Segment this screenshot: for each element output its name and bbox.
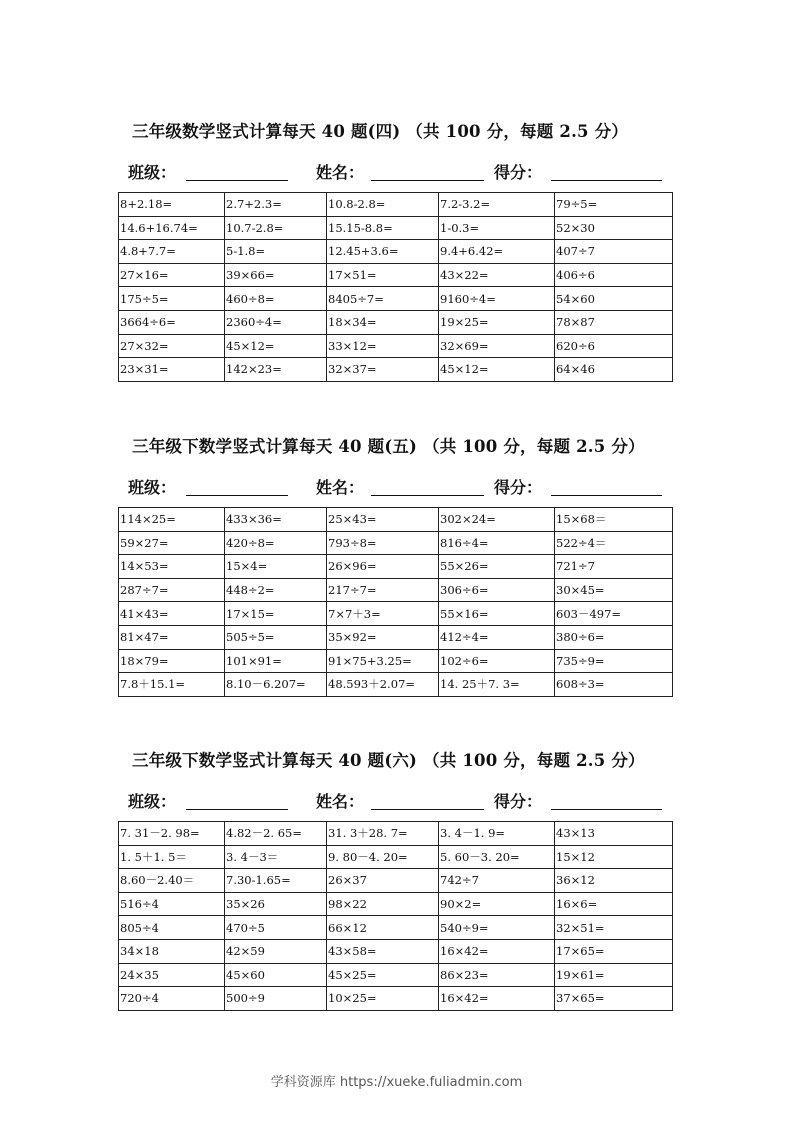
problem-cell: 608÷3= [555, 673, 673, 697]
problem-cell: 18×79= [119, 649, 225, 673]
problem-cell: 522÷4＝ [555, 531, 673, 555]
problem-cell: 90×2= [439, 892, 555, 916]
problem-cell: 48.593＋2.07= [327, 673, 439, 697]
table-row [119, 602, 673, 626]
problem-cell: 5-1.8= [225, 240, 327, 264]
problem-cell: 793÷8= [327, 531, 439, 555]
problem-cell: 86×23= [439, 963, 555, 987]
problem-cell: 32×37= [327, 358, 439, 382]
problem-cell: 101×91= [225, 649, 327, 673]
problem-cell: 39×66= [225, 263, 327, 287]
problem-cell: 32×69= [439, 334, 555, 358]
problem-cell: 306÷6= [439, 578, 555, 602]
table-row [119, 987, 673, 1011]
problem-cell: 43×22= [439, 263, 555, 287]
table-row [119, 673, 673, 697]
problem-cell: 9. 80－4. 20= [327, 845, 439, 869]
problem-cell: 43×58= [327, 939, 439, 963]
problem-cell: 380÷6= [555, 625, 673, 649]
problem-cell: 32×51= [555, 916, 673, 940]
problem-cell: 34×18 [119, 939, 225, 963]
problem-cell: 175÷5= [119, 287, 225, 311]
class-blank-line[interactable] [186, 495, 288, 496]
problem-table [118, 821, 673, 1011]
problem-cell: 7.8＋15.1= [119, 673, 225, 697]
problem-cell: 45×60 [225, 963, 327, 987]
problem-table [118, 507, 673, 697]
problem-cell: 31. 3＋28. 7= [327, 822, 439, 846]
problem-cell: 23×31= [119, 358, 225, 382]
problem-cell: 14. 25＋7. 3= [439, 673, 555, 697]
problem-cell: 24×35 [119, 963, 225, 987]
problem-cell: 9160÷4= [439, 287, 555, 311]
class-label: 班级： [128, 163, 177, 182]
score-blank-line[interactable] [551, 495, 662, 496]
problem-cell: 217÷7= [327, 578, 439, 602]
problem-cell: 8.60－2.40＝ [119, 869, 225, 893]
problem-cell: 81×47= [119, 625, 225, 649]
problem-cell: 16×6= [555, 892, 673, 916]
table-row [119, 892, 673, 916]
class-blank-line[interactable] [186, 180, 288, 181]
problem-cell: 620÷6 [555, 334, 673, 358]
name-label: 姓名： [316, 792, 365, 811]
score-blank-line[interactable] [551, 809, 662, 810]
problem-cell: 17×15= [225, 602, 327, 626]
problem-cell: 4.8+7.7= [119, 240, 225, 264]
problem-cell: 19×25= [439, 310, 555, 334]
problem-table [118, 192, 673, 382]
section-title: 三年级数学竖式计算每天 40 题(四) （共 100 分，每题 2.5 分） [132, 122, 629, 141]
table-row [119, 916, 673, 940]
name-label: 姓名： [316, 478, 365, 497]
problem-cell: 98×22 [327, 892, 439, 916]
problem-cell: 45×12= [439, 358, 555, 382]
problem-cell: 7. 31－2. 98= [119, 822, 225, 846]
problem-cell: 33×12= [327, 334, 439, 358]
problem-cell: 114×25= [119, 508, 225, 532]
problem-cell: 59×27= [119, 531, 225, 555]
problem-cell: 64×46 [555, 358, 673, 382]
problem-cell: 505÷5= [225, 625, 327, 649]
problem-cell: 35×92= [327, 625, 439, 649]
problem-cell: 54×60 [555, 287, 673, 311]
problem-cell: 37×65= [555, 987, 673, 1011]
problem-cell: 735÷9= [555, 649, 673, 673]
table-row [119, 555, 673, 579]
table-row [119, 193, 673, 217]
table-row [119, 869, 673, 893]
problem-cell: 1-0.3= [439, 216, 555, 240]
problem-cell: 91×75+3.25= [327, 649, 439, 673]
table-row [119, 822, 673, 846]
problem-cell: 2360÷4= [225, 310, 327, 334]
problem-cell: 8405÷7= [327, 287, 439, 311]
problem-cell: 1. 5＋1. 5＝ [119, 845, 225, 869]
problem-cell: 15.15-8.8= [327, 216, 439, 240]
problem-cell: 500÷9 [225, 987, 327, 1011]
problem-cell: 470÷5 [225, 916, 327, 940]
problem-cell: 25×43= [327, 508, 439, 532]
name-label: 姓名： [316, 163, 365, 182]
problem-cell: 816÷4= [439, 531, 555, 555]
section-title: 三年级下数学竖式计算每天 40 题(五) （共 100 分，每题 2.5 分） [132, 437, 645, 456]
table-row [119, 358, 673, 382]
problem-cell: 5. 60－3. 20= [439, 845, 555, 869]
problem-cell: 603－497= [555, 602, 673, 626]
table-row [119, 939, 673, 963]
problem-cell: 26×96= [327, 555, 439, 579]
problem-cell: 16×42= [439, 987, 555, 1011]
score-label: 得分： [494, 163, 543, 182]
problem-cell: 17×51= [327, 263, 439, 287]
problem-cell: 448÷2= [225, 578, 327, 602]
score-label: 得分： [494, 478, 543, 497]
table-row [119, 508, 673, 532]
table-row [119, 578, 673, 602]
problem-cell: 42×59 [225, 939, 327, 963]
name-blank-line[interactable] [371, 495, 484, 496]
problem-cell: 407÷7 [555, 240, 673, 264]
problem-cell: 4.82－2. 65= [225, 822, 327, 846]
table-row [119, 263, 673, 287]
problem-cell: 420÷8= [225, 531, 327, 555]
problem-cell: 26×37 [327, 869, 439, 893]
footer-watermark: 学科资源库 https://xueke.fuliadmin.com [270, 1075, 523, 1090]
problem-cell: 302×24= [439, 508, 555, 532]
problem-cell: 3664÷6= [119, 310, 225, 334]
problem-cell: 19×61= [555, 963, 673, 987]
problem-cell: 15×4= [225, 555, 327, 579]
table-row [119, 240, 673, 264]
problem-cell: 17×65= [555, 939, 673, 963]
problem-cell: 78×87 [555, 310, 673, 334]
problem-cell: 16×42= [439, 939, 555, 963]
table-row [119, 649, 673, 673]
problem-cell: 36×12 [555, 869, 673, 893]
problem-cell: 10.7-2.8= [225, 216, 327, 240]
problem-cell: 720÷4 [119, 987, 225, 1011]
problem-cell: 27×32= [119, 334, 225, 358]
problem-cell: 12.45+3.6= [327, 240, 439, 264]
problem-cell: 79÷5= [555, 193, 673, 217]
problem-cell: 742÷7 [439, 869, 555, 893]
problem-cell: 3. 4－1. 9= [439, 822, 555, 846]
table-row [119, 531, 673, 555]
problem-cell: 10.8-2.8= [327, 193, 439, 217]
problem-cell: 7.30-1.65= [225, 869, 327, 893]
table-row [119, 216, 673, 240]
table-row [119, 287, 673, 311]
name-blank-line[interactable] [371, 180, 484, 181]
problem-cell: 55×26= [439, 555, 555, 579]
problem-cell: 66×12 [327, 916, 439, 940]
problem-cell: 142×23= [225, 358, 327, 382]
problem-cell: 805÷4 [119, 916, 225, 940]
problem-cell: 45×25= [327, 963, 439, 987]
problem-cell: 3. 4－3＝ [225, 845, 327, 869]
problem-cell: 433×36= [225, 508, 327, 532]
problem-cell: 27×16= [119, 263, 225, 287]
problem-cell: 15×12 [555, 845, 673, 869]
table-row [119, 310, 673, 334]
problem-cell: 45×12= [225, 334, 327, 358]
problem-cell: 14.6+16.74= [119, 216, 225, 240]
table-row [119, 963, 673, 987]
section-title: 三年级下数学竖式计算每天 40 题(六) （共 100 分，每题 2.5 分） [132, 751, 645, 770]
problem-cell: 10×25= [327, 987, 439, 1011]
problem-cell: 412÷4= [439, 625, 555, 649]
problem-cell: 8+2.18= [119, 193, 225, 217]
problem-cell: 287÷7= [119, 578, 225, 602]
problem-cell: 18×34= [327, 310, 439, 334]
problem-cell: 721÷7 [555, 555, 673, 579]
problem-cell: 7.2-3.2= [439, 193, 555, 217]
problem-cell: 15×68＝ [555, 508, 673, 532]
problem-cell: 460÷8= [225, 287, 327, 311]
problem-cell: 43×13 [555, 822, 673, 846]
problem-cell: 41×43= [119, 602, 225, 626]
table-row [119, 625, 673, 649]
problem-cell: 406÷6 [555, 263, 673, 287]
problem-cell: 516÷4 [119, 892, 225, 916]
problem-cell: 30×45= [555, 578, 673, 602]
problem-cell: 35×26 [225, 892, 327, 916]
problem-cell: 9.4+6.42= [439, 240, 555, 264]
class-label: 班级： [128, 792, 177, 811]
class-label: 班级： [128, 478, 177, 497]
score-label: 得分： [494, 792, 543, 811]
problem-cell: 55×16= [439, 602, 555, 626]
problem-cell: 14×53= [119, 555, 225, 579]
problem-cell: 8.10－6.207= [225, 673, 327, 697]
class-blank-line[interactable] [186, 809, 288, 810]
problem-cell: 52×30 [555, 216, 673, 240]
problem-cell: 7×7＋3= [327, 602, 439, 626]
score-blank-line[interactable] [551, 180, 662, 181]
problem-cell: 102÷6= [439, 649, 555, 673]
table-row [119, 334, 673, 358]
problem-cell: 540÷9= [439, 916, 555, 940]
problem-cell: 2.7+2.3= [225, 193, 327, 217]
table-row [119, 845, 673, 869]
name-blank-line[interactable] [371, 809, 484, 810]
